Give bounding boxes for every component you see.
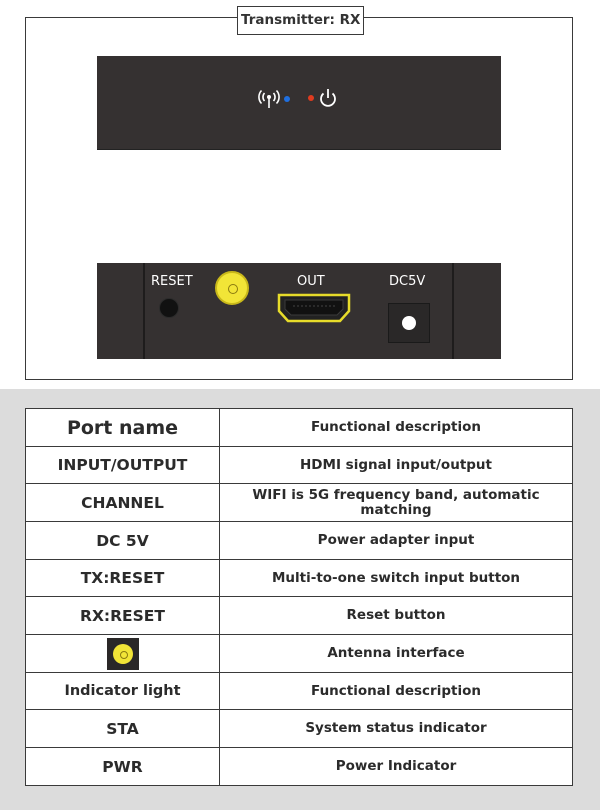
pwr-led (308, 95, 314, 101)
table-row (26, 560, 573, 597)
port-name-cell: PWR (26, 748, 220, 786)
table-row (26, 635, 573, 673)
antenna-icon (107, 638, 139, 670)
port-name-cell: CHANNEL (26, 484, 220, 522)
port-name-cell: DC 5V (26, 522, 220, 560)
panel-divider (143, 263, 145, 359)
table-row (26, 597, 573, 635)
table-row (26, 710, 573, 748)
description-cell: Reset button (220, 597, 573, 635)
column-header-port: Port name (26, 409, 220, 447)
hdmi-port (277, 293, 351, 328)
description-cell: Power adapter input (220, 522, 573, 560)
wifi-signal-icon (258, 89, 280, 114)
diagram-title: Transmitter: RX (237, 6, 364, 35)
port-name-cell: Indicator light (26, 673, 220, 710)
dc-power-jack (388, 303, 430, 343)
description-cell: Power Indicator (220, 748, 573, 786)
device-front-panel (97, 56, 501, 150)
table-row (26, 748, 573, 786)
description-cell: Functional description (220, 673, 573, 710)
description-cell: System status indicator (220, 710, 573, 748)
port-name-cell: RX:RESET (26, 597, 220, 635)
reset-button-hole (159, 298, 179, 318)
table-row (26, 522, 573, 560)
description-cell: WIFI is 5G frequency band, automatic matching (220, 484, 573, 522)
out-label: OUT (297, 274, 325, 289)
reset-label: RESET (151, 274, 193, 289)
power-icon (318, 87, 338, 114)
sta-led (284, 96, 290, 102)
antenna-symbol-cell (26, 635, 220, 673)
dc5v-label: DC5V (389, 274, 426, 289)
port-function-table (25, 408, 573, 786)
table-row (26, 673, 573, 710)
table-row (26, 447, 573, 484)
column-header-description: Functional description (220, 409, 573, 447)
port-name-cell: INPUT/OUTPUT (26, 447, 220, 484)
antenna-connector (215, 271, 249, 305)
description-cell: Antenna interface (220, 635, 573, 673)
port-name-cell: STA (26, 710, 220, 748)
table-row (26, 484, 573, 522)
port-name-cell: TX:RESET (26, 560, 220, 597)
description-cell: Multi-to-one switch input button (220, 560, 573, 597)
panel-divider (452, 263, 454, 359)
table-header-row (26, 409, 573, 447)
description-cell: HDMI signal input/output (220, 447, 573, 484)
